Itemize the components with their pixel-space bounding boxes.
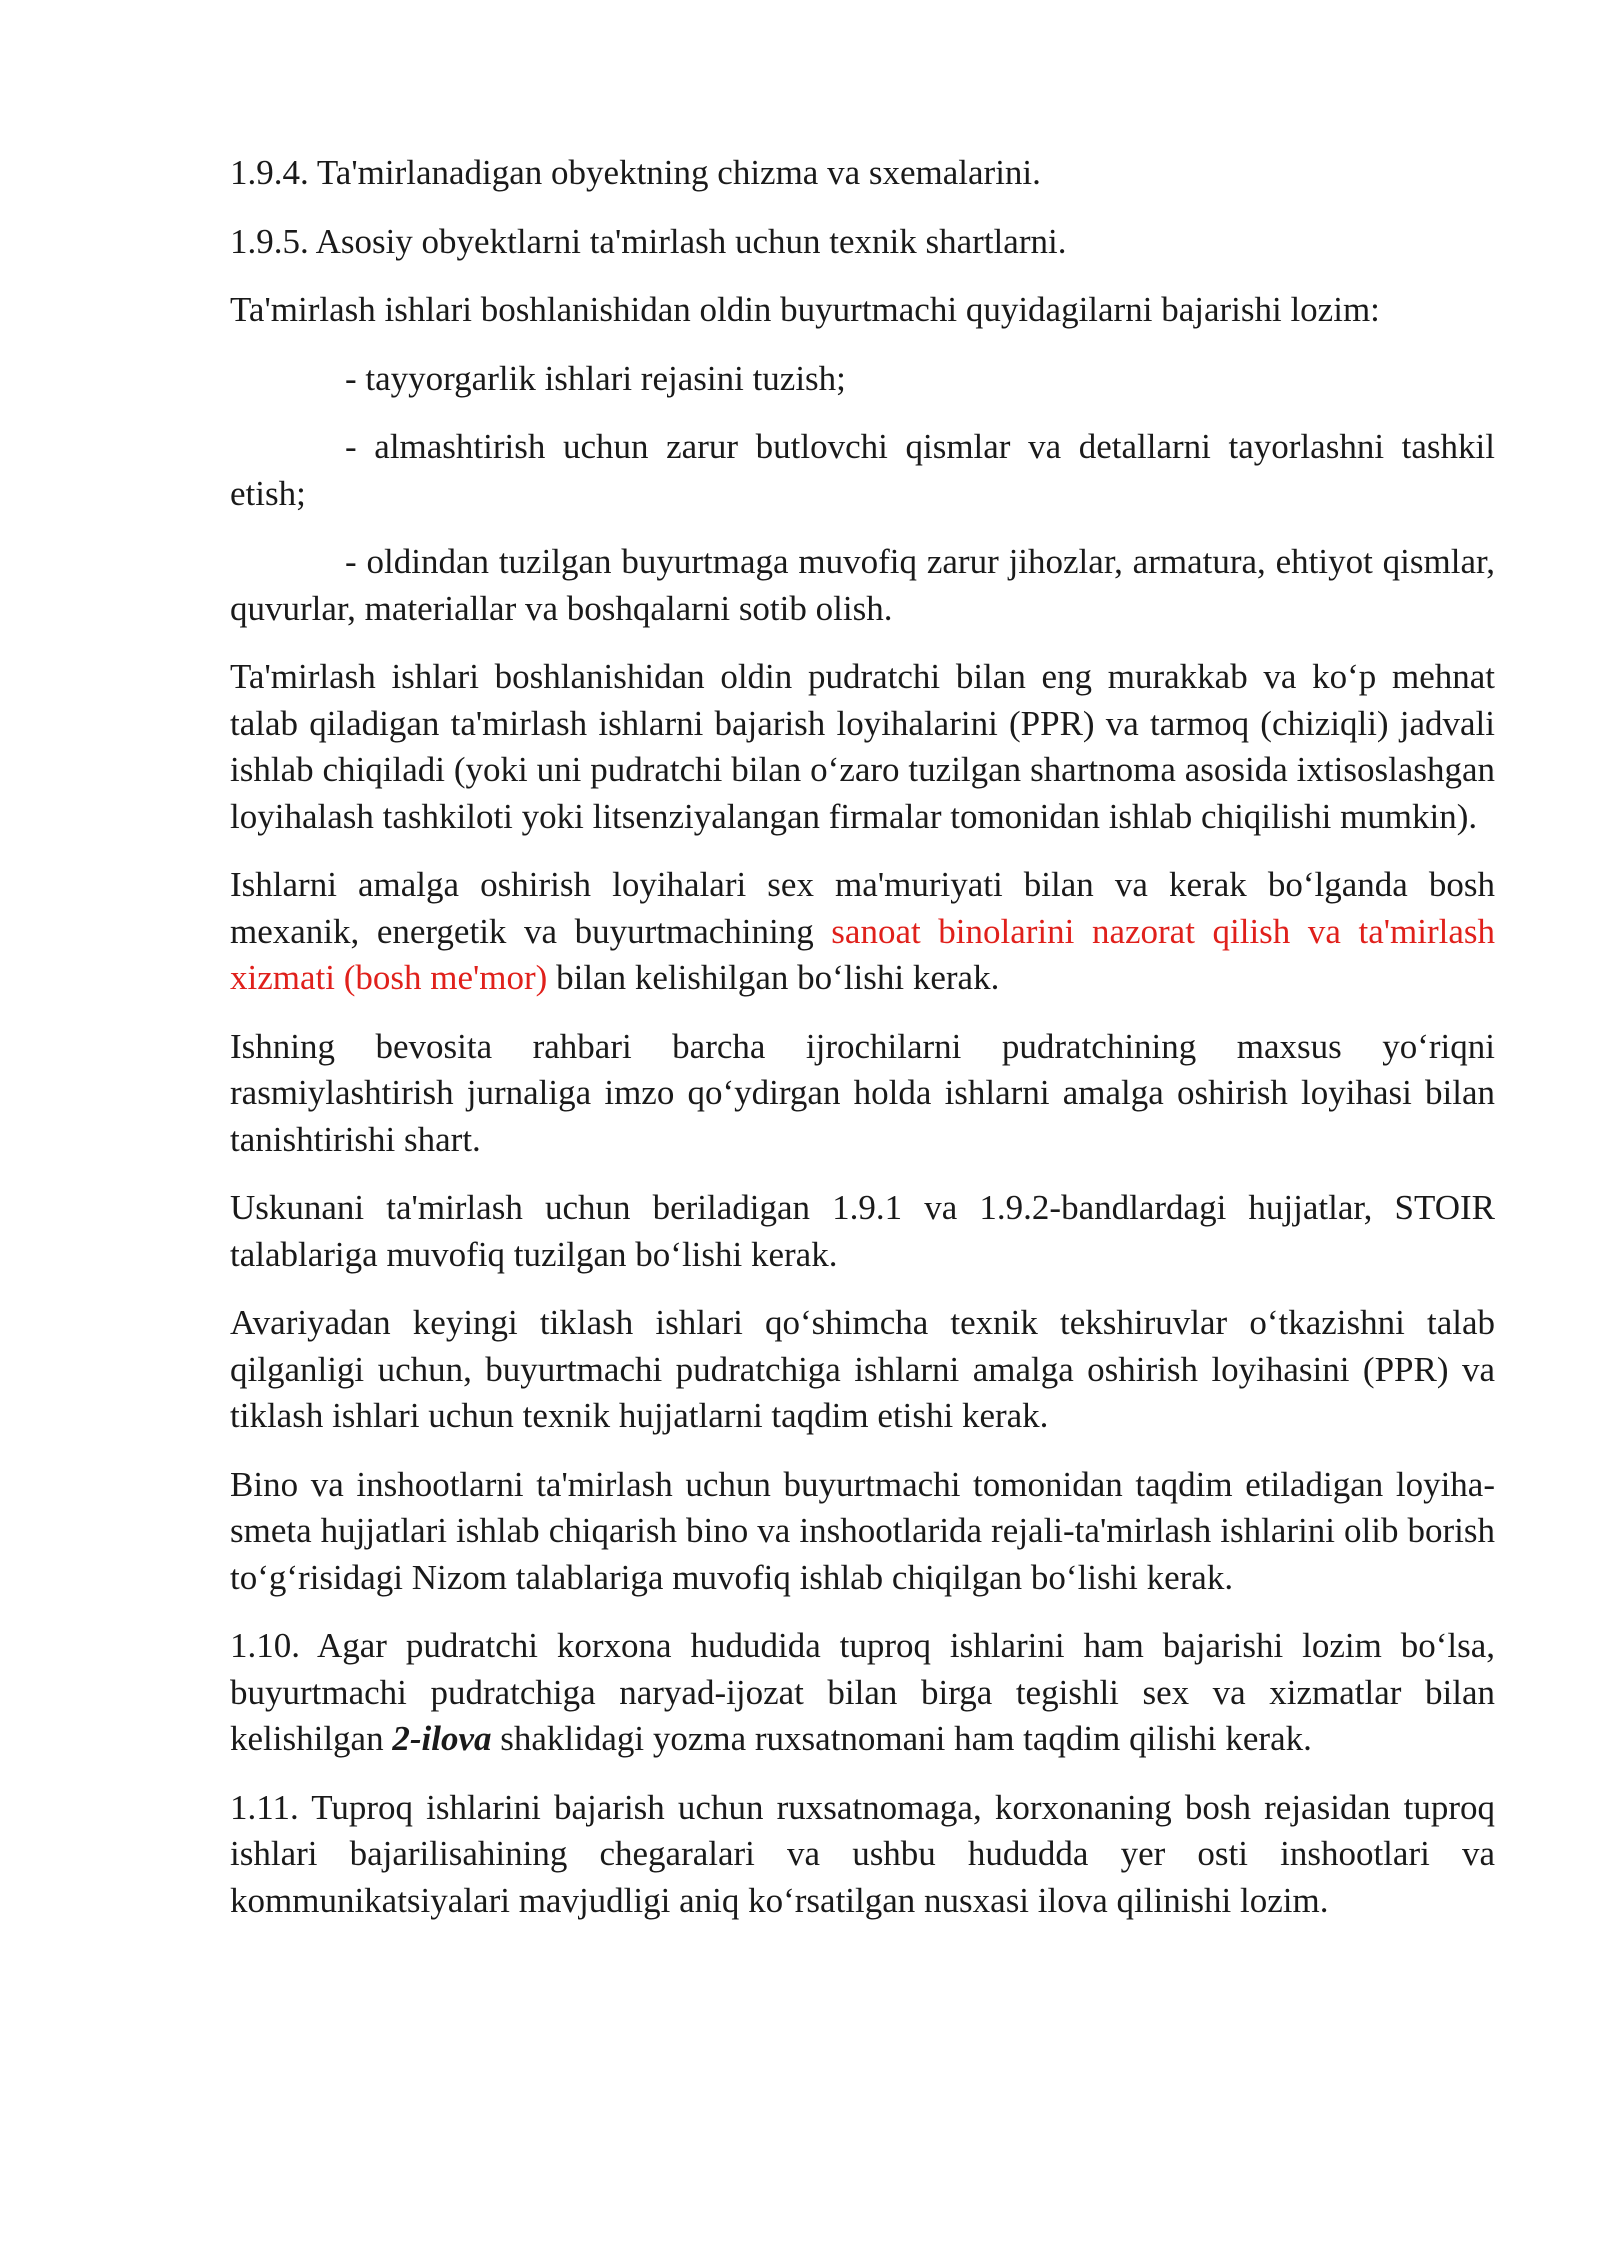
paragraph-stoir-documents: Uskunani ta'mirlash uchun beriladigan 1.9.1 va 1.9.2-bandlardagi hujjatlar, STOIR talablariga muvofiq tuzilgan bo‘lishi kerak.	[230, 1188, 1495, 1274]
paragraph-text: shaklidagi yozma ruxsatnomani ham taqdim qilishi kerak.	[491, 1719, 1312, 1758]
paragraph-text: bilan kelishilgan bo‘lishi kerak.	[547, 958, 1000, 997]
paragraph-text: Ishlarni amalga oshirish loyihalari sex ma'muriyati bilan va kerak bo‘lganda bosh mexanik, energetik va buyurtmachining	[230, 865, 1495, 951]
paragraph-text: 1.10. Agar pudratchi korxona hududida tuproq ishlarini ham bajarishi lozim bo‘lsa, buyurtmachi pudratchiga naryad-ijozat bilan birga tegishli sex va xizmatlar bilan kelishilgan	[230, 1626, 1495, 1758]
paragraph-design-estimate-docs: Bino va inshootlarni ta'mirlash uchun buyurtmachi tomonidan taqdim etiladigan loyiha-smeta hujjatlari ishlab chiqarish bino va inshootlarida rejali-ta'mirlash ishlarini olib borish to‘g‘risidagi Nizom talablariga muvofiq ishlab chiqilgan bo‘lishi kerak.	[230, 1464, 1495, 1597]
paragraph-customer-duties-intro: Ta'mirlash ishlari boshlanishidan oldin buyurtmachi quyidagilarni bajarishi lozim:	[230, 290, 1380, 329]
document-page	[230, 150, 1495, 1946]
paragraph-1-9-4: 1.9.4. Ta'mirlanadigan obyektning chizma va sxemalarini.	[230, 153, 1041, 192]
paragraph-supervisor-briefing: Ishning bevosita rahbari barcha ijrochilarni pudratchining maxsus yo‘riqni rasmiylashtirish jurnaliga imzo qo‘ydirgan holda ishlarni amalga oshirish loyihasi bilan tanishtirishi shart.	[230, 1026, 1495, 1159]
list-item-spare-parts: - almashtirish uchun zarur butlovchi qismlar va detallarni tayorlashni tashkil etish;	[230, 427, 1495, 513]
paragraph-work-project-approval	[230, 862, 1495, 1002]
paragraph-1-10	[230, 1623, 1495, 1763]
highlighted-text: sanoat binolarini nazorat qilish va ta'mirlash xizmati (bosh me'mor)	[230, 911, 1496, 997]
paragraph-1-9-5: 1.9.5. Asosiy obyektlarni ta'mirlash uchun texnik shartlarni.	[230, 221, 1067, 261]
paragraph-1-11: 1.11. Tuproq ishlarini bajarish uchun ruxsatnomaga, korxonaning bosh rejasidan tuproq ishlari bajarilisahining chegaralari va ushbu hududda yer osti inshootlari va kommunikatsiyalari mavjudligi aniq ko‘rsatilgan nusxasi ilova qilinishi lozim.	[230, 1787, 1495, 1920]
paragraph-ppr-projects: Ta'mirlash ishlari boshlanishidan oldin pudratchi bilan eng murakkab va ko‘p mehnat talab qiladigan ta'mirlash ishlarni bajarish loyihalarini (PPR) va tarmoq (chiziqli) jadvali ishlab chiqiladi (yoki uni pudratchi bilan o‘zaro tuzilgan shartnoma asosida ixtisoslashgan loyihalash tashkiloti yoki litsenziyalangan firmalar tomonidan ishlab chiqilishi mumkin).	[230, 657, 1495, 836]
paragraph-emergency-restoration: Avariyadan keyingi tiklash ishlari qo‘shimcha texnik tekshiruvlar o‘tkazishni talab qilganligi uchun, buyurtmachi pudratchiga ishlarni amalga oshirish loyihasini (PPR) va tiklash ishlari uchun texnik hujjatlarni taqdim etishi kerak.	[230, 1303, 1495, 1435]
list-item-preparation-plan: - tayyorgarlik ishlari rejasini tuzish;	[345, 358, 846, 398]
list-item-purchase-materials: - oldindan tuzilgan buyurtmaga muvofiq zarur jihozlar, armatura, ehtiyot qismlar, quvurlar, materiallar va boshqalarni sotib olish.	[230, 542, 1495, 628]
annex-reference: 2-ilova	[392, 1719, 492, 1758]
